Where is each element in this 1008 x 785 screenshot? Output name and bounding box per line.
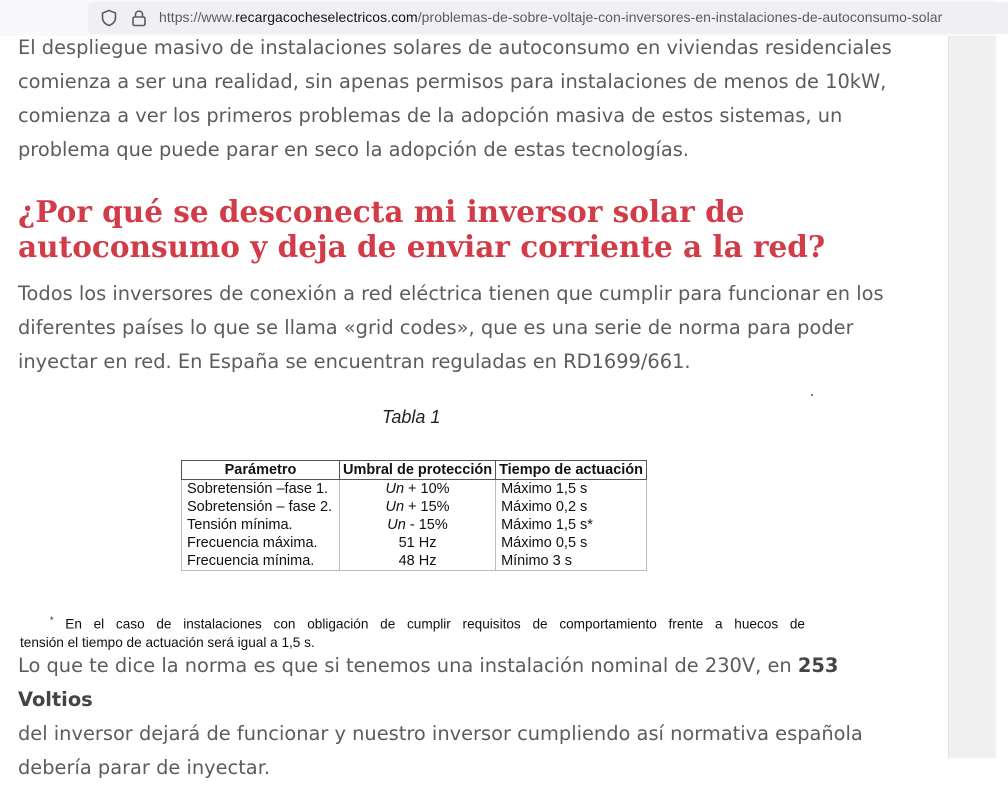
nominal-voltage-symbol: Un (387, 517, 406, 533)
table-header-row (182, 461, 647, 480)
text-line: El despliegue masivo de instalaciones solares de autoconsumo en viviendas residenciales (18, 36, 892, 59)
text-line: Todos los inversores de conexión a red eléctrica tienen que cumplir para funcionar en los (18, 282, 884, 305)
heading-line: ¿Por qué se desconecta mi inversor solar de (18, 194, 745, 229)
text-line: diferentes países lo que se llama «grid codes», que es una serie de norma para poder (18, 316, 854, 339)
table-cell: Frecuencia mínima. (182, 552, 340, 571)
page-scrollbar-gutter[interactable] (948, 36, 996, 758)
heading-line: autoconsumo y deja de enviar corriente a la red? (18, 229, 826, 264)
table-cell: 51 Hz (340, 534, 496, 552)
text-line: comienza a ver los primeros problemas de la adopción masiva de estos sistemas, un (18, 104, 843, 127)
footnote-mark: * (50, 615, 54, 625)
url-prefix: https://www. (159, 9, 236, 25)
table-row (182, 534, 647, 552)
url-path: /problemas-de-sobre-voltaje-con-inversores-en-instalaciones-de-autoconsumo-solar (417, 9, 943, 25)
column-header: Tiempo de actuación (496, 461, 647, 480)
stray-dot (811, 394, 813, 396)
table-cell: Mínimo 3 s (496, 552, 647, 571)
table-cell: Máximo 1,5 s* (496, 516, 647, 534)
lock-icon[interactable] (130, 9, 148, 27)
table-row (182, 498, 647, 516)
section-heading (18, 194, 878, 264)
grid-codes-paragraph (18, 277, 898, 379)
table-row (182, 516, 647, 534)
text-line: inyectar en red. En España se encuentran reguladas en RD1699/661. (18, 350, 691, 373)
text-line: debería parar de inyectar. (18, 756, 271, 779)
shield-icon[interactable] (100, 9, 118, 27)
url-text[interactable] (159, 9, 942, 25)
table-cell: Máximo 1,5 s (496, 480, 647, 499)
text-line: problema que puede parar en seco la adopción de estas tecnologías. (18, 138, 689, 161)
footnote-line: tensión el tiempo de actuación será igual a 1,5 s. (20, 634, 315, 650)
column-header: Parámetro (182, 461, 340, 480)
text-line: comienza a ser una realidad, sin apenas permisos para instalaciones de menos de 10kW, (18, 70, 887, 93)
table-cell: Máximo 0,5 s (496, 534, 647, 552)
url-host: recargacocheselectricos.com (235, 9, 418, 25)
table-cell: Un + 10% (340, 480, 496, 499)
table-cell: Un - 15% (340, 516, 496, 534)
table-cell: Sobretensión – fase 2. (182, 498, 340, 516)
footnote-text: En el caso de instalaciones con obligación de cumplir requisitos de comportamiento frente a huecos de (65, 616, 805, 632)
column-header: Umbral de protección (340, 461, 496, 480)
article-body (0, 36, 948, 779)
nominal-voltage-symbol: Un (385, 481, 405, 497)
intro-paragraph (18, 31, 898, 167)
table-cell: 48 Hz (340, 552, 496, 571)
table-cell: Un + 15% (340, 498, 496, 516)
table-cell: Tensión mínima. (182, 516, 340, 534)
nominal-voltage-symbol: Un (385, 499, 405, 515)
conclusion-paragraph (18, 649, 898, 785)
table-cell: Frecuencia máxima. (182, 534, 340, 552)
footnote-line (20, 611, 805, 634)
table-cell: Sobretensión –fase 1. (182, 480, 340, 499)
table-footnote (20, 611, 805, 652)
text-line: Lo que te dice la norma es que si tenemos una instalación nominal de 230V, en (18, 654, 798, 677)
table-row (182, 480, 647, 499)
table-cell: Máximo 0,2 s (496, 498, 647, 516)
table-row (182, 552, 647, 571)
protection-table (181, 460, 647, 571)
text-line: del inversor dejará de funcionar y nuestro inversor cumpliendo así normativa española (18, 722, 863, 745)
figure-title: Tabla 1 (382, 407, 441, 427)
voltage-highlight: 253 Voltios (18, 654, 839, 711)
